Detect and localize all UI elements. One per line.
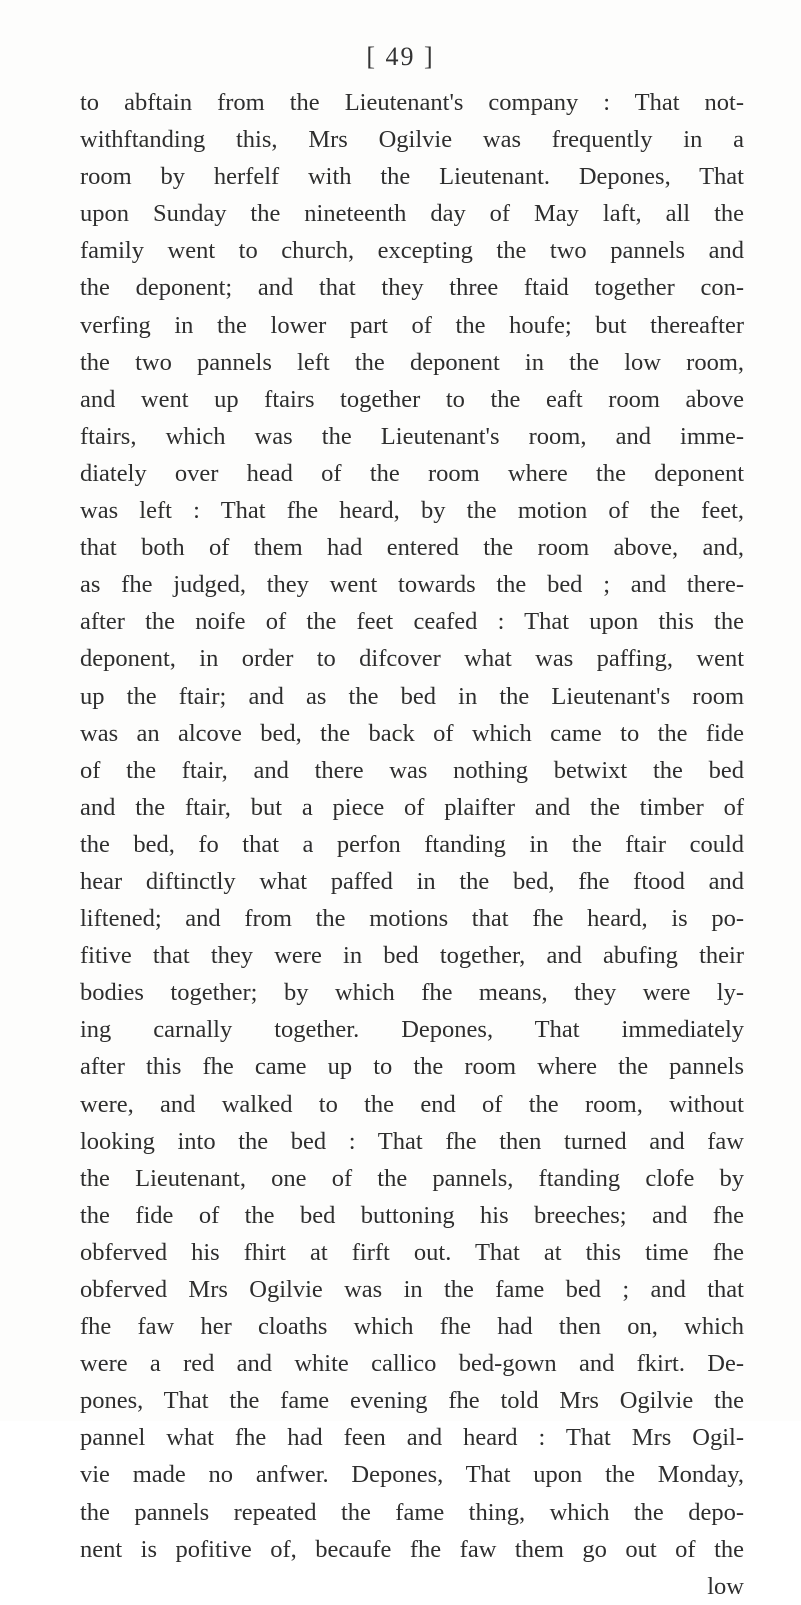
text-line: and the ftair, but a piece of plaifter and the timber of: [80, 793, 744, 821]
text-line: upon Sunday the nineteenth day of May laft, all the: [80, 200, 744, 228]
text-line: withftanding this, Mrs Ogilvie was frequently in a: [80, 126, 744, 154]
text-line: liftened; and from the motions that fhe heard, is po-: [80, 905, 744, 933]
text-line: the deponent; and that they three ftaid together con-: [80, 274, 744, 302]
text-line: of the ftair, and there was nothing betwixt the bed: [80, 756, 744, 784]
text-line: nent is pofitive of, becaufe fhe faw them go out of the: [80, 1535, 744, 1563]
catchword: low: [707, 1572, 744, 1600]
text-line: and went up ftairs together to the eaft room above: [80, 385, 744, 413]
text-line: fitive that they were in bed together, and abufing their: [80, 942, 744, 970]
text-line: after this fhe came up to the room where the pannels: [80, 1053, 744, 1081]
text-line: the bed, fo that a perfon ftanding in the ftair could: [80, 830, 744, 858]
text-line: the Lieutenant, one of the pannels, ftanding clofe by: [80, 1164, 744, 1192]
text-line: was left : That fhe heard, by the motion of the feet,: [80, 497, 744, 525]
text-line: obferved Mrs Ogilvie was in the fame bed ; and that: [80, 1276, 744, 1303]
text-line: ftairs, which was the Lieutenant's room, and imme-: [80, 422, 744, 450]
text-line: that both of them had entered the room above, and,: [80, 534, 744, 562]
text-line: up the ftair; and as the bed in the Lieutenant's room: [80, 682, 744, 710]
text-line: was an alcove bed, the back of which came to the fide: [80, 719, 744, 747]
text-line: family went to church, excepting the two pannels and: [80, 237, 744, 265]
text-line: room by herfelf with the Lieutenant. Depones, That: [80, 163, 744, 191]
text-line: looking into the bed : That fhe then turned and faw: [80, 1127, 744, 1155]
text-line: were a red and white callico bed-gown and fkirt. De-: [80, 1350, 744, 1378]
text-line: bodies together; by which fhe means, they were ly-: [80, 979, 744, 1007]
text-line: the pannels repeated the fame thing, which the depo-: [80, 1498, 744, 1526]
text-line: pannel what fhe had feen and heard : That Mrs Ogil-: [80, 1424, 744, 1452]
text-line: the two pannels left the deponent in the low room,: [80, 348, 744, 376]
text-line: obferved his fhirt at firft out. That at this time fhe: [80, 1238, 744, 1266]
text-line: pones, That the fame evening fhe told Mrs Ogilvie the: [80, 1387, 744, 1415]
text-line: as fhe judged, they went towards the bed ; and there-: [80, 571, 744, 599]
page-number: [ 49 ]: [366, 42, 435, 71]
text-line: the fide of the bed buttoning his breeches; and fhe: [80, 1201, 744, 1229]
text-line: diately over head of the room where the deponent: [80, 459, 744, 487]
body-text: [80, 84, 744, 1605]
text-line: ing carnally together. Depones, That immediately: [80, 1016, 744, 1044]
text-line: verfing in the lower part of the houfe; but thereafter: [80, 311, 744, 339]
text-line: to abftain from the Lieutenant's company : That not-: [80, 89, 744, 116]
text-line: deponent, in order to difcover what was paffing, went: [80, 645, 744, 673]
text-line: hear diftinctly what paffed in the bed, fhe ftood and: [80, 867, 744, 895]
text-line: were, and walked to the end of the room, without: [80, 1090, 744, 1118]
text-line: vie made no anfwer. Depones, That upon the Monday,: [80, 1461, 744, 1489]
text-line: after the noife of the feet ceafed : That upon this the: [80, 608, 744, 636]
text-line: fhe faw her cloaths which fhe had then on, which: [80, 1313, 744, 1341]
